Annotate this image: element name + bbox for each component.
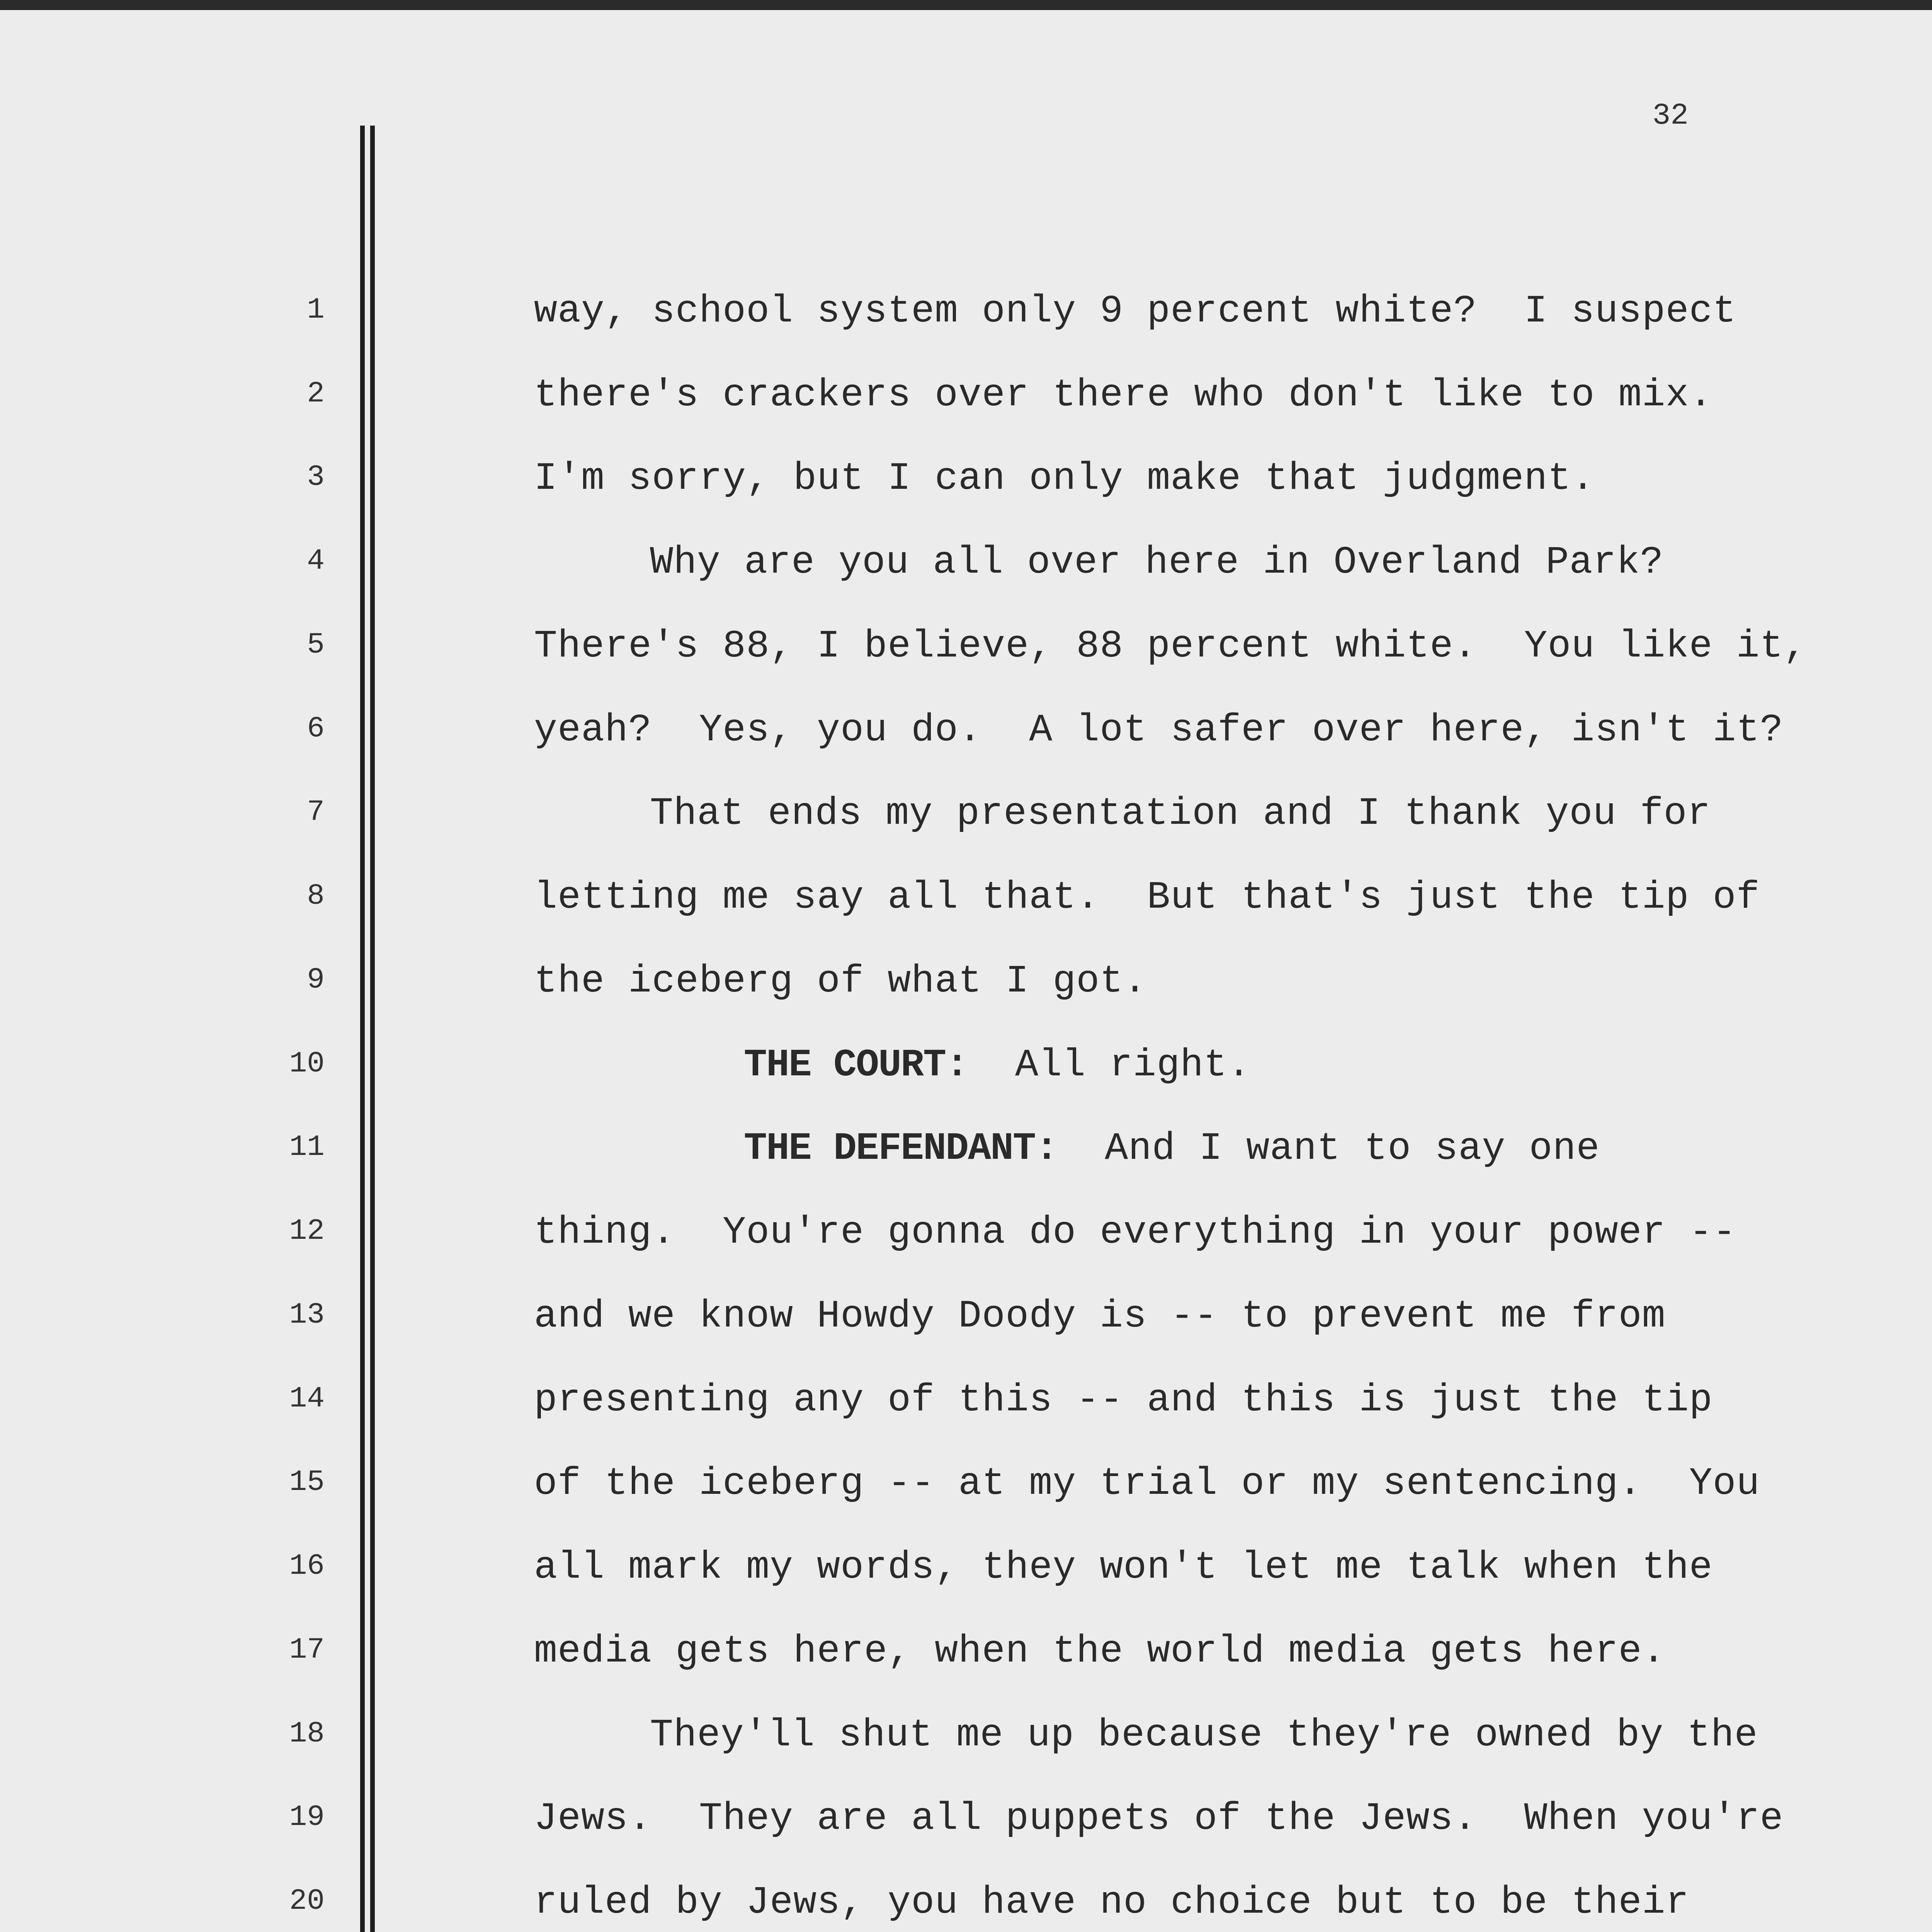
- speaker-label: THE COURT:: [744, 1044, 968, 1087]
- transcript-line: the iceberg of what I got.: [534, 960, 1147, 1003]
- line-number: 11: [289, 1131, 325, 1164]
- transcript-line: letting me say all that. But that's just the tip of: [534, 876, 1760, 920]
- line-number: 10: [289, 1047, 325, 1080]
- speaker-label: THE DEFENDANT:: [744, 1127, 1058, 1171]
- transcript-line: media gets here, when the world media gets here.: [534, 1630, 1666, 1673]
- line-number: 3: [307, 461, 325, 494]
- line-number: 16: [289, 1549, 325, 1583]
- transcript-line: presenting any of this -- and this is just the tip: [534, 1379, 1713, 1422]
- line-number: 18: [289, 1717, 325, 1750]
- transcript-line: yeah? Yes, you do. A lot safer over here, isn't it?: [534, 709, 1784, 752]
- spoken-text: And I want to say one: [1058, 1127, 1600, 1171]
- line-number: 9: [307, 963, 325, 997]
- line-number: 13: [289, 1298, 325, 1332]
- line-number: 19: [289, 1801, 325, 1834]
- transcript-line: There's 88, I believe, 88 percent white. You like it,: [534, 625, 1807, 668]
- transcript-line: of the iceberg -- at my trial or my sentencing. You: [534, 1462, 1760, 1506]
- scan-top-edge: [0, 0, 1932, 10]
- line-number: 17: [289, 1633, 325, 1667]
- line-number: 7: [307, 796, 325, 829]
- transcript-line: I'm sorry, but I can only make that judgment.: [534, 457, 1595, 501]
- line-number: 12: [289, 1214, 325, 1248]
- transcript-line: ruled by Jews, you have no choice but to be their: [534, 1881, 1689, 1925]
- line-number: 14: [289, 1382, 325, 1415]
- transcript-line: They'll shut me up because they're owned by the: [650, 1714, 1758, 1757]
- line-number: 4: [307, 544, 325, 578]
- transcript-line: all mark my words, they won't let me talk when the: [534, 1546, 1713, 1590]
- transcript-line-court: [744, 1043, 1251, 1089]
- line-number: 6: [307, 712, 325, 745]
- transcript-line: there's crackers over there who don't like to mix.: [534, 374, 1713, 417]
- line-number: 1: [307, 293, 325, 327]
- page-number: 32: [1652, 99, 1689, 133]
- margin-rule-right: [370, 126, 375, 1932]
- line-number: 5: [307, 628, 325, 662]
- line-number: 20: [289, 1884, 325, 1918]
- margin-rule-left: [360, 126, 365, 1932]
- spoken-text: All right.: [968, 1044, 1251, 1087]
- transcript-line: thing. You're gonna do everything in your power --: [534, 1211, 1736, 1255]
- transcript-line: Why are you all over here in Overland Park?: [650, 541, 1664, 585]
- line-number: 2: [307, 377, 325, 410]
- transcript-line: Jews. They are all puppets of the Jews. When you're: [534, 1797, 1784, 1841]
- transcript-line: That ends my presentation and I thank you for: [650, 792, 1711, 836]
- line-number: 8: [307, 879, 325, 913]
- transcript-line-defendant: [744, 1126, 1600, 1172]
- transcript-line: way, school system only 9 percent white? I suspect: [534, 290, 1736, 333]
- transcript-line: and we know Howdy Doody is -- to prevent me from: [534, 1295, 1666, 1338]
- line-number: 15: [289, 1466, 325, 1499]
